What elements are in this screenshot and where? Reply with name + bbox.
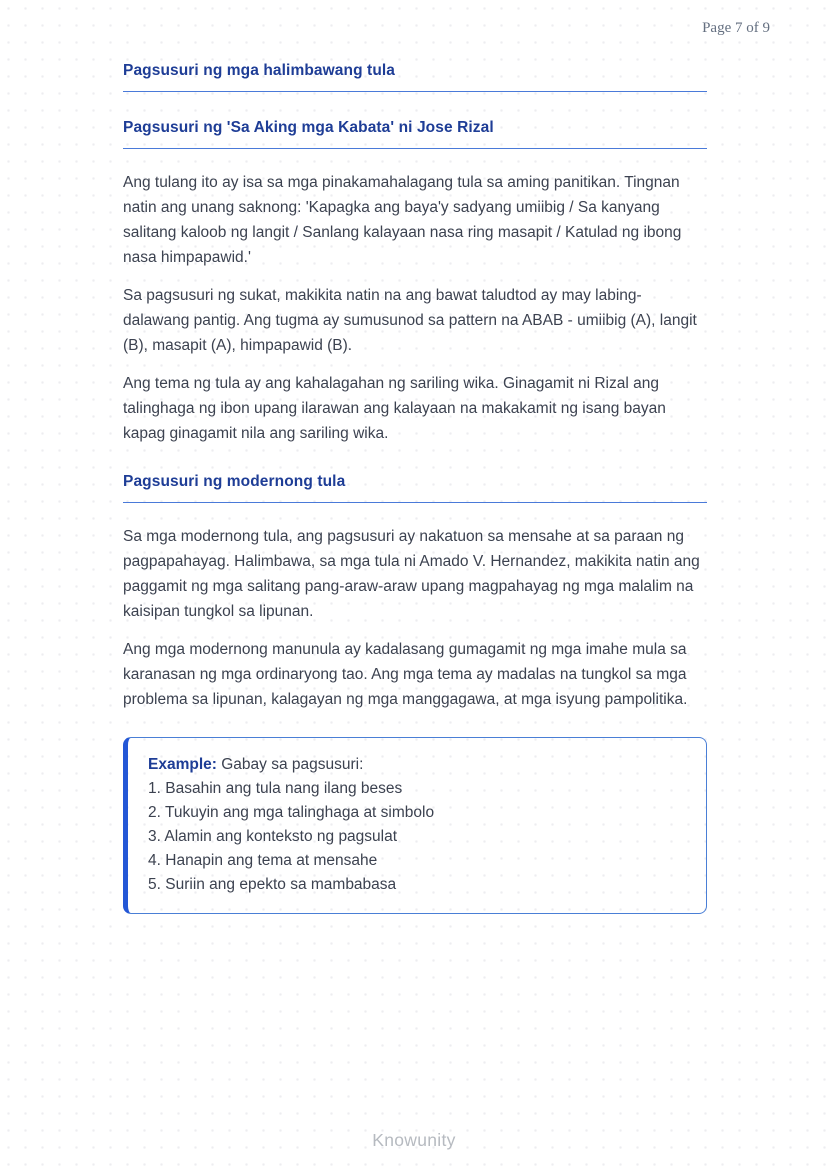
section-heading-modernong-tula: Pagsusuri ng modernong tula <box>123 473 707 503</box>
paragraph: Sa pagsusuri ng sukat, makikita natin na ang bawat taludtod ay may labing-dalawang pantig. Ang tugma ay sumusunod sa pattern na ABAB - umiibig (A), langit (B), masapit (A), himpapawid (B). <box>123 287 697 354</box>
section-heading-sa-aking-mga-kabata: Pagsusuri ng 'Sa Aking mga Kabata' ni Jose Rizal <box>123 119 707 149</box>
paragraph: Sa mga modernong tula, ang pagsusuri ay nakatuon sa mensahe at sa paraan ng pagpapahayag. Halimbawa, sa mga tula ni Amado V. Hernandez, makikita natin ang paggamit ng mga salitang pang-araw-araw upang magpahayag ng mga malalim na kaisipan tungkol sa lipunan. <box>123 528 700 620</box>
example-list-item: Tukuyin ang mga talinghaga at simbolo <box>164 804 435 821</box>
section-heading-halimbawang-tula: Pagsusuri ng mga halimbawang tula <box>123 62 707 92</box>
paragraph: Ang tema ng tula ay ang kahalagahan ng sariling wika. Ginagamit ni Rizal ang talinghaga ng ibon upang ilarawan ang kalayaan na makakamit ng isang bayan kapag ginagamit nila ang sariling wika. <box>123 375 666 442</box>
watermark-logo: Knowunity <box>372 1130 456 1150</box>
page-number: Page 7 of 9 <box>702 20 770 36</box>
example-box <box>123 737 707 914</box>
example-box-intro <box>148 753 686 777</box>
example-list-item: Basahin ang tula nang ilang beses <box>165 780 403 797</box>
example-list-item: Alamin ang konteksto ng pagsulat <box>164 828 398 845</box>
example-steps-list <box>148 777 686 897</box>
example-label: Example: <box>148 756 222 773</box>
paragraph: Ang mga modernong manunula ay kadalasang gumagamit ng mga imahe mula sa karanasan ng mga ordinaryong tao. Ang mga tema ay madalas na tungkol sa mga problema sa lipunan, kalagayan ng mga manggagawa, at mga isyung pampolitika. <box>123 641 688 708</box>
paragraph: Ang tulang ito ay isa sa mga pinakamahalagang tula sa aming panitikan. Tingnan natin ang unang saknong: 'Kapagka ang baya'y sadyang umiibig / Sa kanyang salitang kaloob ng langit / Sanlang kalayaan nasa ring masapit / Katulad ng ibong nasa himpapawid.' <box>123 174 682 266</box>
example-list-item: Hanapin ang tema at mensahe <box>165 852 378 869</box>
example-list-item: Suriin ang epekto sa mambabasa <box>165 876 397 893</box>
example-intro-text: Gabay sa pagsusuri: <box>221 756 364 773</box>
